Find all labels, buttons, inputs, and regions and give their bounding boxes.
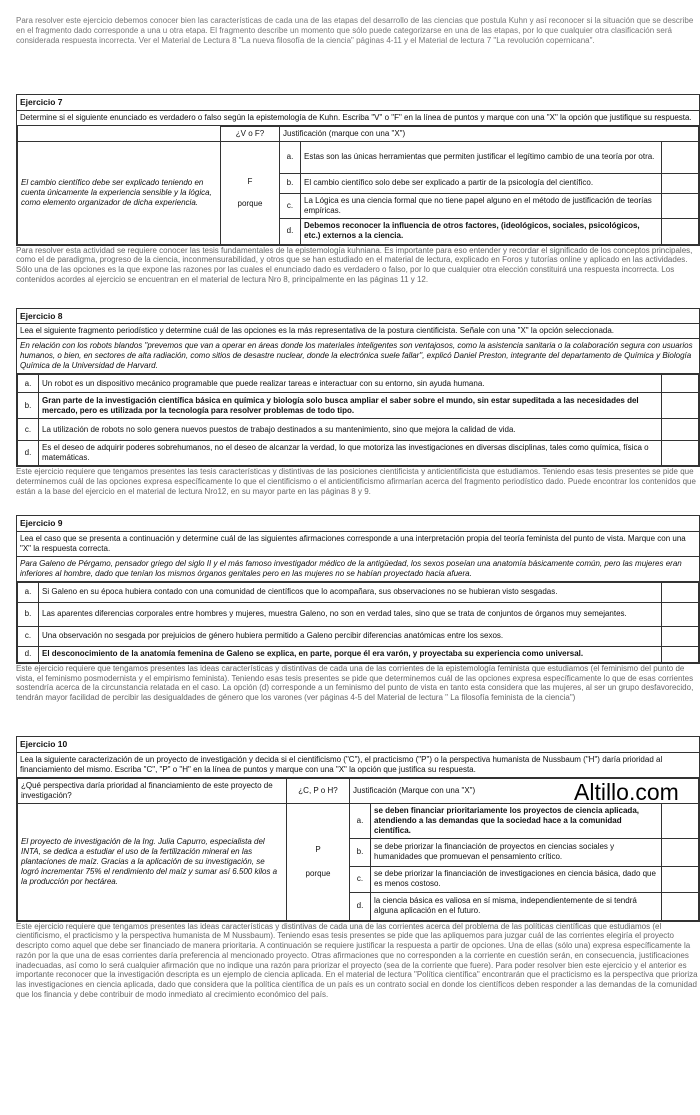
option-letter-c: c. [18, 626, 39, 646]
exercise-9-options [17, 582, 699, 663]
option-checkbox-a[interactable] [662, 582, 699, 602]
option-letter-b: b. [18, 393, 39, 419]
answer-cph: P [315, 844, 321, 854]
exercise-9-title: Ejercicio 9 [17, 516, 699, 532]
header-blank [18, 126, 221, 141]
option-text-c: La utilización de robots no solo genera nuevos puestos de trabajo destinados a su mantenimiento, sino que mejora la calidad de vida. [39, 419, 662, 441]
exercise-10-statement: El proyecto de investigación de la Ing. Julia Capurro, especialista del INTA, se dedica a estudiar el uso de la fertilización mineral en las plantaciones de maíz. Gracias a la aplicación de su investigación, se logró incrementar 75% el rendimiento del maíz y sumar así 6.500 kilos a la producción por hectárea. [18, 803, 287, 920]
option-checkbox-d[interactable] [662, 441, 699, 466]
exercise-7-title: Ejercicio 7 [17, 95, 699, 111]
option-text-b: Gran parte de la investigación científica básica en química y biología solo busca ampliar el saber sobre el mundo, sin estar supeditada a las necesidades del mercado, pero es utilizada por la tecnología para resolver problemas de todo tipo. [39, 393, 662, 419]
option-checkbox-d[interactable] [662, 646, 699, 662]
col-justification: Justificación (Marque con una "X") [350, 778, 699, 803]
option-text-b: El cambio científico solo debe ser explicado a partir de la psicología del científico. [301, 173, 662, 193]
exercise-8-fragment: En relación con los robots blandos "prevemos que van a operar en áreas donde los materiales inteligentes son ventajosos, como la asistencia sanitaria o la colaboración segura con usuarios humanos, o bien, en sectores de alta radiación, como sitios de desastre nuclear, donde la electrónica suele fallar", explicó Daniel Preston, integrante del departamento de Química y Biología Química de la Universidad de Harvard. [17, 339, 699, 374]
option-checkbox-c[interactable] [662, 419, 699, 441]
col-cph: ¿C, P o H? [287, 778, 350, 803]
option-letter-a: a. [280, 141, 301, 173]
option-text-d: Es el deseo de adquirir poderes sobrehumanos, no el deseo de alcanzar la verdad, lo que motoriza las investigaciones en diversas disciplinas, tales como química, física o matemáticas. [39, 441, 662, 466]
answer-vf: F [247, 176, 253, 186]
answer-cell[interactable] [287, 803, 350, 920]
option-checkbox-b[interactable] [662, 393, 699, 419]
watermark: Altillo.com [574, 779, 679, 805]
option-checkbox-a[interactable] [662, 141, 699, 173]
page [16, 16, 700, 1000]
option-checkbox-b[interactable] [662, 602, 699, 626]
exercise-7-statement: El cambio científico debe ser explicado teniendo en cuenta únicamente la experiencia sensible y la lógica, como elemento organizador de dicha experiencia. [18, 141, 221, 244]
exercise-9-note: Este ejercicio requiere que tengamos presentes las ideas características y distintivas de cada una de las corrientes de la epistemología feminista que estudiamos (el feminismo del punto de vista, el feminismo posmodernista y el empirismo feminista). Teniendo esas tesis presentes se pide que determinemos cuál de las opciones expresa específicamente lo que de esas corrientes sostendría acerca de la circunstancia relatada en el caso. La opción (d) corresponde a un feminismo del punto de vista en tanto esta considera que las mujeres, al ser un grupo desfavorecido, tendrán mayor facilidad de percibir las desigualdades de género que los varones (ver páginas 4-5 del Material de lectura " La filosofía feminista de la ciencia") [16, 663, 694, 703]
option-text-b: Las aparentes diferencias corporales entre hombres y mujeres, muestra Galeno, no son en verdad tales, sino que se trata de conjuntos de órganos muy semejantes. [39, 602, 662, 626]
option-letter-d: d. [18, 441, 39, 466]
option-checkbox-d[interactable] [662, 218, 699, 244]
option-letter-d: d. [280, 218, 301, 244]
option-letter-b: b. [350, 838, 371, 866]
exercise-7-note: Para resolver esta actividad se requiere conocer las tesis fundamentales de la epistemología kuhniana. Es importante para eso entender y recordar el significado de los conceptos principales, como el de paradigma, progreso de la ciencia, inconmensurabilidad, y otros que se han estudiado en el material de lectura, explicado en Foros y tutorías online y aplicado en las actividades. Sólo una de las opciones es la que expone las razones por las cuales el enunciado dado es verdadero o falso, por lo que cualquier otra elección constituirá una respuesta incorrecta. Los contenidos acordes al ejercicio se encuentran en el material de lectura Nro 8, principalmente en las páginas 11 y 12. [16, 245, 693, 284]
option-checkbox-d[interactable] [662, 892, 699, 920]
option-text-c: se debe priorizar la financiación de investigaciones en ciencia básica, dado que es menos costoso. [371, 866, 662, 892]
option-text-c: Una observación no sesgada por prejuicios de género hubiera permitido a Galeno percibir diferencias anatómicas entre los sexos. [39, 626, 662, 646]
option-text-d: Debemos reconocer la influencia de otros factores, (ideológicos, sociales, psicológicos, etc.) externos a la ciencia. [301, 218, 662, 244]
option-letter-a: a. [18, 582, 39, 602]
option-text-d: El desconocimiento de la anatomía femenina de Galeno se explica, en parte, porque él era varón, y proyectaba su experiencia como universal. [39, 646, 662, 662]
option-text-a: se deben financiar prioritariamente los proyectos de ciencia aplicada, atendiendo a las demandas que la sociedad hace a la comunidad científica. [371, 803, 662, 838]
option-letter-b: b. [280, 173, 301, 193]
exercise-10-note: Este ejercicio requiere que tengamos presentes las ideas características y distintivas de cada una de las corrientes acerca del problema de las políticas científicas que estudiamos (el cientificismo, el practicismo y la perspectiva humanista de M Nussbaum). Teniendo esas tesis presentes se pide que las apliquemos para juzgar cuál de las corrientes elegiría el proyecto descripto como aquel que debe ser financiado de manera prioritaria. A continuación se requiere justificar la respuesta a partir de opciones. Una de ellas (sólo una) expresa específicamente la razón por la que una de esas corrientes daría preferencia al mencionado proyecto. Otras afirmaciones que no corresponden a la corriente en cuestión serán, en consecuencia, justificaciones inadecuadas, así como lo será cualquier afirmación que no indique una razón para priorizar el proyecto (sea de la corriente que fuere). Para poder resolver bien este ejercicio y el anterior es importante reconocer que la investigación descripta es un ejemplo de ciencia aplicada. En el material de lectura "Política científica" encontrarán que el practicismo es la perspectiva que prioriza las investigaciones en ciencia aplicada, dado que considera que la política científica de un país es un contrato social en donde los científicos deben responder a las demandas de la comunidad que los financia y debe contribuir de modo inmediato al crecimiento económico del país. [16, 921, 698, 999]
option-checkbox-c[interactable] [662, 626, 699, 646]
exercise-8-title: Ejercicio 8 [17, 309, 699, 325]
exercise-7-table [17, 126, 699, 245]
option-letter-a: a. [350, 803, 371, 838]
exercise-10 [16, 736, 700, 922]
option-text-c: La Lógica es una ciencia formal que no tiene papel alguno en el método de justificación de teorías empíricas. [301, 193, 662, 218]
exercise-8-note: Este ejercicio requiere que tengamos presentes las tesis características y distintivas de las posiciones cientificista y anticientificista que estudiamos. Teniendo esas tesis presentes se pide que determinemos cuál de las opciones expresa específicamente lo que el cientificismo o el anticientificismo afirmarían acerca del fragmento periodístico dado. Puede encontrar los contenidos que están a la base del ejercicio en el material de lectura Nro12, en su mayor parte en las páginas 8 y 9. [16, 467, 696, 496]
option-text-b: se debe priorizar la financiación de proyectos en ciencias sociales y humanidades que promuevan el pensamiento crítico. [371, 838, 662, 866]
exercise-7 [16, 94, 700, 246]
porque-label: porque [305, 868, 331, 878]
exercise-9-case: Para Galeno de Pérgamo, pensador griego del siglo II y el más famoso investigador médico de la antigüedad, los sexos poseían una anatomía básicamente común, pero las mujeres eran inferiores al hombre, dado que tenían los mismos órganos genitales pero en las mujeres no se habían proyectado hacia afuera. [17, 557, 699, 582]
option-checkbox-c[interactable] [662, 866, 699, 892]
option-letter-d: d. [350, 892, 371, 920]
answer-cell[interactable] [221, 141, 280, 244]
col-vf: ¿V o F? [221, 126, 280, 141]
option-text-a: Si Galeno en su época hubiera contado con una comunidad de científicos que lo acompañara, sus observaciones no se hubieran visto sesgadas. [39, 582, 662, 602]
porque-label: porque [237, 198, 263, 208]
exercise-8-options [17, 374, 699, 466]
option-checkbox-b[interactable] [662, 173, 699, 193]
option-letter-a: a. [18, 375, 39, 393]
option-letter-c: c. [18, 419, 39, 441]
option-text-a: Un robot es un dispositivo mecánico programable que puede realizar tareas e interactuar con su entorno, sin ayuda humana. [39, 375, 662, 393]
exercise-8-instruction: Lea el siguiente fragmento periodístico y determine cuál de las opciones es la más representativa de la postura cientificista. Señale con una "X" la opción seleccionada. [17, 324, 699, 339]
exercise-9 [16, 515, 700, 664]
option-letter-d: d. [18, 646, 39, 662]
option-letter-c: c. [350, 866, 371, 892]
option-text-d: la ciencia básica es valiosa en sí misma, independientemente de si tendrá alguna aplicación en el futuro. [371, 892, 662, 920]
option-checkbox-b[interactable] [662, 838, 699, 866]
exercise-10-instruction: Lea la siguiente caracterización de un proyecto de investigación y decida si el cientificismo ("C"), el practicismo ("P") o la perspectiva humanista de Nussbaum ("H") daría prioridad al financiamiento del mismo. Escriba "C", "P" o "H" en la línea de puntos y marque con una "X" la opción que justifica su respuesta. [17, 753, 699, 778]
option-letter-c: c. [280, 193, 301, 218]
col-justification: Justificación (marque con una "X") [280, 126, 699, 141]
option-checkbox-a[interactable] [662, 375, 699, 393]
option-letter-b: b. [18, 602, 39, 626]
exercise-7-instruction: Determine si el siguiente enunciado es verdadero o falso según la epistemología de Kuhn. Escriba "V" o "F" en la línea de puntos y marque con una "X" la opción que justifique su respuesta. [17, 111, 699, 126]
exercise-9-instruction: Lea el caso que se presenta a continuación y determine cuál de las siguientes afirmaciones corresponde a una interpretación propia del teoría feminista del punto de vista. Marque con una "X" la respuesta correcta. [17, 532, 699, 557]
option-text-a: Estas son las únicas herramientas que permiten justificar el legítimo cambio de una teoría por otra. [301, 141, 662, 173]
exercise-8 [16, 308, 700, 468]
col-question: ¿Qué perspectiva daría prioridad al financiamiento de este proyecto de investigación? [18, 778, 287, 803]
option-checkbox-a[interactable] [662, 803, 699, 838]
exercise-10-title: Ejercicio 10 [17, 737, 699, 753]
intro-note: Para resolver este ejercicio debemos conocer bien las características de cada una de las etapas del desarrollo de las ciencias que postula Kuhn y así reconocer si la situación que se describe en el fragmento dado corresponde a una u otra etapa. El fragmento describe un momento que sólo puede categorizarse en una de las etapas, por lo que cualquier otra clasificación será considerada respuesta incorrecta. Ver el Material de Lectura 8 "La nueva filosofía de la ciencia" páginas 4-11 y el Material de lectura 7 "La revolución copernicana". [16, 16, 694, 45]
option-checkbox-c[interactable] [662, 193, 699, 218]
